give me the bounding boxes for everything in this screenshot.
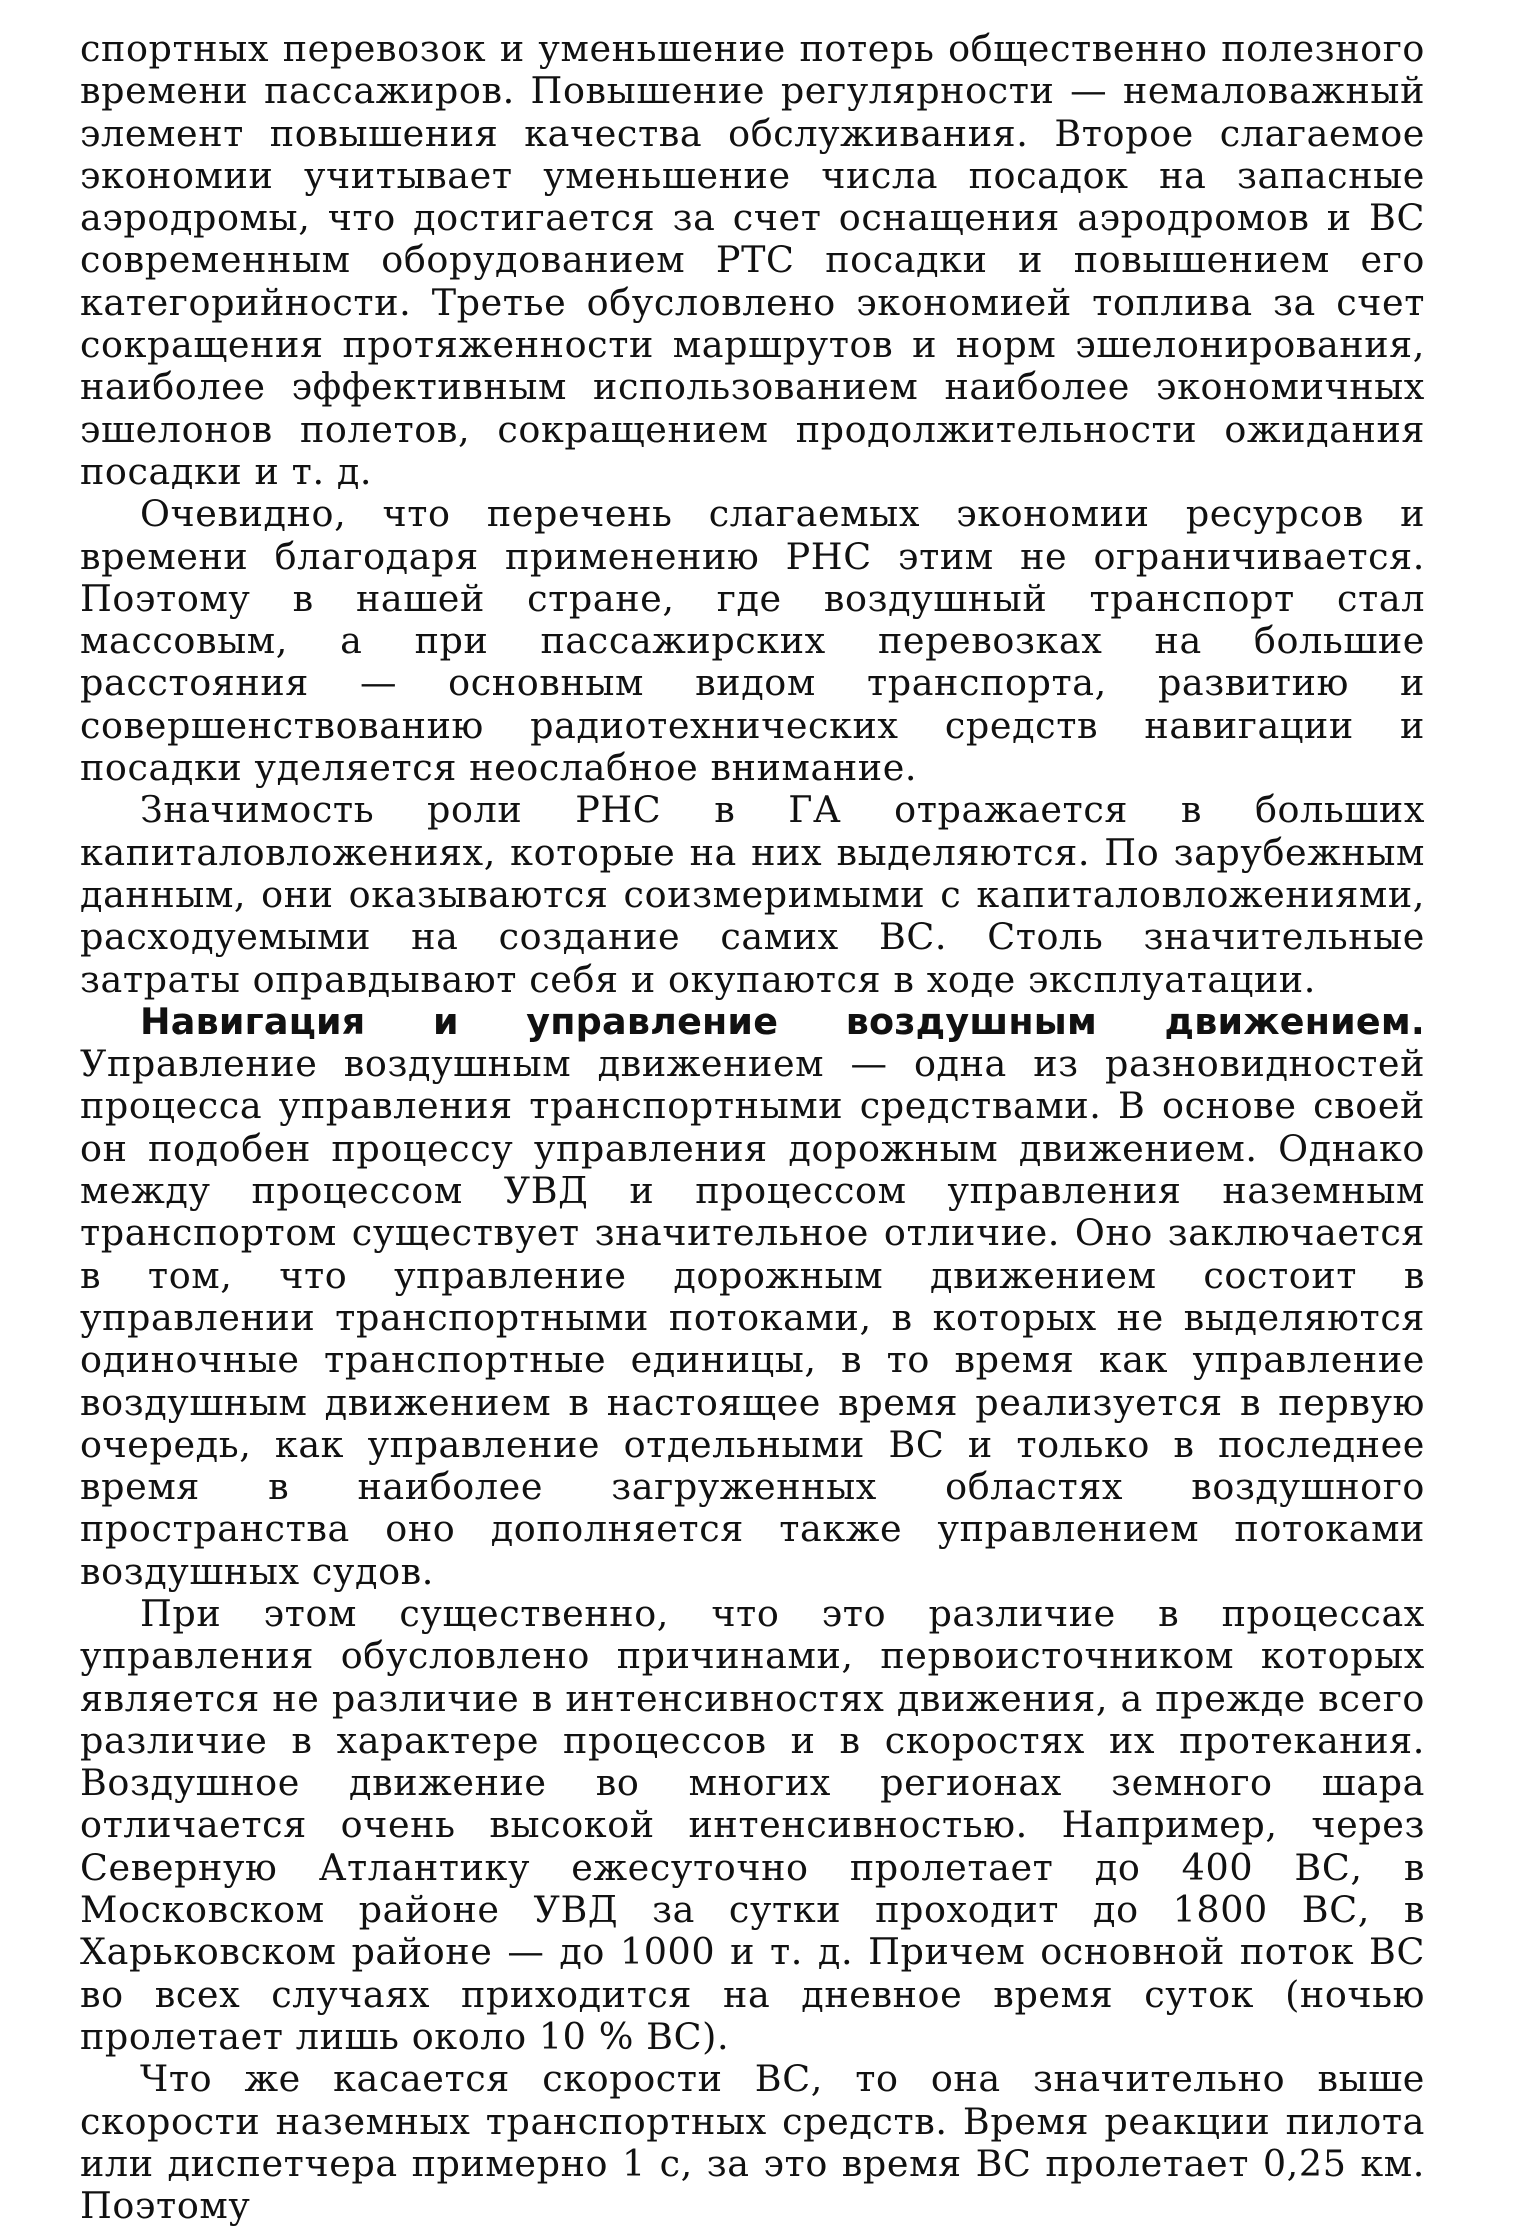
paragraph-2 bbox=[80, 493, 1425, 789]
paragraph-5-text: При этом существенно, что это различие в процессах управления обусловлено причинами, первоисточником которых является не различие в интенсивностях движения, а прежде всего различие в характере процессов и в скоростях их протекания. Воздушное движение во многих регионах земного шара отличается очень высокой интенсивностью. Например, через Северную Атлантику ежесуточно пролетает до 400 ВС, в Московском районе УВД за сутки проходит до 1800 ВС, в Харьковском районе — до 1000 и т. д. Причем основной поток ВС во всех случаях приходится на дневное время суток (ночью пролетает лишь около 10 % ВС). bbox=[80, 1591, 1425, 2058]
paragraph-1 bbox=[80, 28, 1425, 493]
paragraph-4 bbox=[80, 1001, 1425, 1593]
paragraph-5 bbox=[80, 1593, 1425, 2058]
paragraph-1-text: спортных перевозок и уменьшение потерь общественно полезного времени пассажиров. Повышение регулярности — немаловажный элемент повышения качества обслуживания. Второе слагаемое экономии учитывает уменьшение числа посадок на запасные аэродромы, что достигается за счет оснащения аэродромов и ВС современным оборудованием РТС посадки и повышением его категорийности. Третье обусловлено экономией топлива за счет сокращения протяженности маршрутов и норм эшелонирования, наиболее эффективным использованием наиболее экономичных эшелонов полетов, сокращением продолжительности ожидания посадки и т. д. bbox=[80, 27, 1425, 493]
paragraph-6-text: Что же касается скорости ВС, то она значительно выше скорости наземных транспортных средств. Время реакции пилота или диспетчера примерно 1 с, за это время ВС пролетает 0,25 км. Поэтому bbox=[80, 2057, 1425, 2227]
paragraph-2-text: Очевидно, что перечень слагаемых экономии ресурсов и времени благодаря применению РНС этим не ограничивается. Поэтому в нашей стране, где воздушный транспорт стал массовым, а при пассажирских перевозках на большие расстояния — основным видом транспорта, развитию и совершенствованию радиотехнических средств навигации и посадки уделяется неослабное внимание. bbox=[80, 492, 1425, 790]
paragraph-3 bbox=[80, 789, 1425, 1000]
paragraph-4-text: Управление воздушным движением — одна из разновидностей процесса управления транспортными средствами. В основе своей он подобен процессу управления дорожным движением. Однако между процессом УВД и процессом управления наземным транспортом существует значительное отличие. Оно заключается в том, что управление дорожным движением состоит в управлении транспортными потоками, в которых не выделяются одиночные транспортные единицы, в то время как управление воздушным движением в настоящее время реализуется в первую очередь, как управление отдельными ВС и только в последнее время в наиболее загруженных областях воздушного пространства оно дополняется также управлением потоками воздушных судов. bbox=[80, 1042, 1425, 1593]
paragraph-6 bbox=[80, 2058, 1425, 2227]
page-body bbox=[80, 28, 1425, 2227]
paragraph-3-text: Значимость роли РНС в ГА отражается в больших капиталовложениях, которые на них выделяются. По зарубежным данным, они оказываются соизмеримыми с капиталовложениями, расходуемыми на создание самих ВС. Столь значительные затраты оправдывают себя и окупаются в ходе эксплуатации. bbox=[80, 788, 1425, 1001]
section-heading: Навигация и управление воздушным движением. bbox=[140, 999, 1425, 1043]
